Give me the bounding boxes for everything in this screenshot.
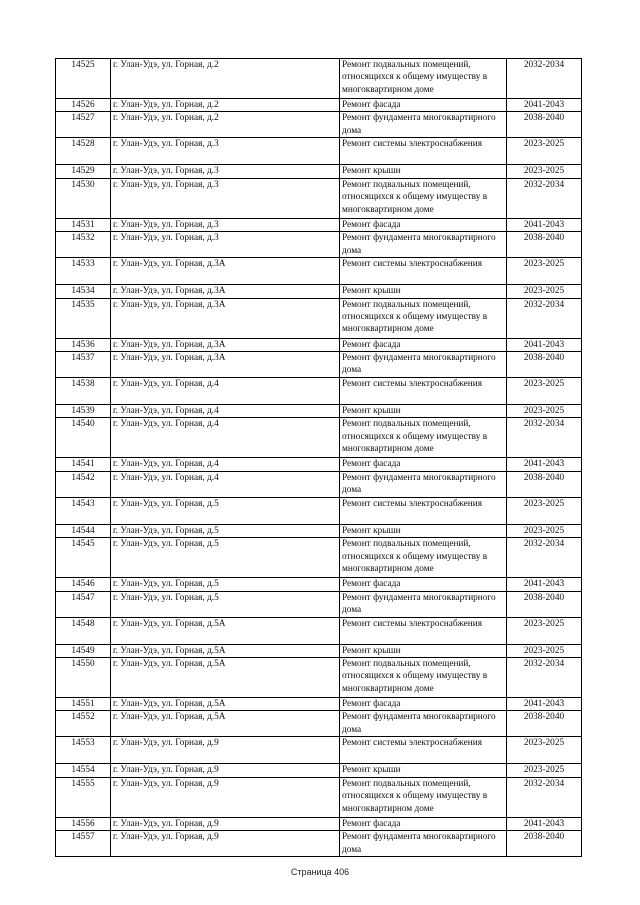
row-period: 2023-2025	[507, 138, 582, 165]
row-number: 14548	[56, 617, 111, 644]
table-row	[56, 218, 582, 231]
table-row	[56, 112, 582, 138]
row-number: 14525	[56, 59, 111, 99]
table-row	[56, 352, 582, 378]
row-period: 2023-2025	[507, 285, 582, 298]
repair-schedule-table	[55, 58, 582, 857]
table-row	[56, 298, 582, 338]
row-work-type: Ремонт фасада	[340, 218, 507, 231]
table-row	[56, 737, 582, 764]
row-address: г. Улан-Удэ, ул. Горная, д.2	[111, 59, 340, 99]
row-period: 2032-2034	[507, 418, 582, 458]
table-row	[56, 232, 582, 258]
row-address: г. Улан-Удэ, ул. Горная, д.3А	[111, 352, 340, 378]
table-row	[56, 378, 582, 405]
row-address: г. Улан-Удэ, ул. Горная, д.5А	[111, 658, 340, 698]
row-number: 14532	[56, 232, 111, 258]
row-period: 2023-2025	[507, 405, 582, 418]
table-body	[56, 59, 582, 857]
page-number: Страница 406	[290, 867, 350, 877]
row-address: г. Улан-Удэ, ул. Горная, д.5А	[111, 698, 340, 711]
row-work-type: Ремонт фундамента многоквартирного дома	[340, 471, 507, 497]
row-period: 2038-2040	[507, 831, 582, 857]
row-address: г. Улан-Удэ, ул. Горная, д.9	[111, 737, 340, 764]
row-address: г. Улан-Удэ, ул. Горная, д.4	[111, 458, 340, 471]
row-address: г. Улан-Удэ, ул. Горная, д.3	[111, 218, 340, 231]
table-row	[56, 418, 582, 458]
row-number: 14527	[56, 112, 111, 138]
row-number: 14546	[56, 578, 111, 591]
row-number: 14552	[56, 711, 111, 737]
row-number: 14543	[56, 497, 111, 524]
row-address: г. Улан-Удэ, ул. Горная, д.5А	[111, 644, 340, 657]
row-work-type: Ремонт подвальных помещений, относящихся к общему имуществу в многоквартирном доме	[340, 658, 507, 698]
table-row	[56, 644, 582, 657]
row-period: 2023-2025	[507, 165, 582, 178]
row-period: 2032-2034	[507, 59, 582, 99]
row-address: г. Улан-Удэ, ул. Горная, д.4	[111, 378, 340, 405]
row-number: 14541	[56, 458, 111, 471]
table-row	[56, 777, 582, 817]
table-row	[56, 591, 582, 617]
row-work-type: Ремонт крыши	[340, 764, 507, 777]
table-row	[56, 658, 582, 698]
row-address: г. Улан-Удэ, ул. Горная, д.3А	[111, 298, 340, 338]
table-row	[56, 99, 582, 112]
row-period: 2041-2043	[507, 218, 582, 231]
row-address: г. Улан-Удэ, ул. Горная, д.3	[111, 178, 340, 218]
row-number: 14556	[56, 817, 111, 830]
row-work-type: Ремонт крыши	[340, 405, 507, 418]
row-work-type: Ремонт крыши	[340, 285, 507, 298]
row-number: 14549	[56, 644, 111, 657]
row-number: 14539	[56, 405, 111, 418]
row-period: 2032-2034	[507, 658, 582, 698]
row-period: 2041-2043	[507, 578, 582, 591]
row-period: 2023-2025	[507, 617, 582, 644]
row-address: г. Улан-Удэ, ул. Горная, д.9	[111, 817, 340, 830]
row-period: 2023-2025	[507, 378, 582, 405]
row-period: 2038-2040	[507, 471, 582, 497]
table-row	[56, 578, 582, 591]
row-work-type: Ремонт фундамента многоквартирного дома	[340, 831, 507, 857]
row-period: 2032-2034	[507, 538, 582, 578]
table-row	[56, 538, 582, 578]
row-period: 2038-2040	[507, 112, 582, 138]
table-row	[56, 258, 582, 285]
row-work-type: Ремонт подвальных помещений, относящихся к общему имуществу в многоквартирном доме	[340, 298, 507, 338]
table-row	[56, 165, 582, 178]
row-number: 14555	[56, 777, 111, 817]
row-period: 2032-2034	[507, 178, 582, 218]
table-row	[56, 178, 582, 218]
row-work-type: Ремонт фасада	[340, 578, 507, 591]
row-period: 2023-2025	[507, 737, 582, 764]
row-period: 2032-2034	[507, 298, 582, 338]
table-row	[56, 817, 582, 830]
row-work-type: Ремонт фасада	[340, 458, 507, 471]
row-number: 14530	[56, 178, 111, 218]
row-address: г. Улан-Удэ, ул. Горная, д.3	[111, 232, 340, 258]
row-number: 14551	[56, 698, 111, 711]
row-work-type: Ремонт фундамента многоквартирного дома	[340, 232, 507, 258]
row-number: 14526	[56, 99, 111, 112]
row-work-type: Ремонт фасада	[340, 817, 507, 830]
row-address: г. Улан-Удэ, ул. Горная, д.5	[111, 591, 340, 617]
row-period: 2038-2040	[507, 591, 582, 617]
row-work-type: Ремонт подвальных помещений, относящихся к общему имуществу в многоквартирном доме	[340, 178, 507, 218]
row-period: 2041-2043	[507, 458, 582, 471]
table-row	[56, 338, 582, 351]
row-number: 14553	[56, 737, 111, 764]
row-number: 14538	[56, 378, 111, 405]
row-period: 2038-2040	[507, 232, 582, 258]
row-work-type: Ремонт подвальных помещений, относящихся к общему имуществу в многоквартирном доме	[340, 777, 507, 817]
row-number: 14536	[56, 338, 111, 351]
row-period: 2023-2025	[507, 644, 582, 657]
row-address: г. Улан-Удэ, ул. Горная, д.9	[111, 777, 340, 817]
table-row	[56, 617, 582, 644]
row-work-type: Ремонт фундамента многоквартирного дома	[340, 591, 507, 617]
row-work-type: Ремонт системы электроснабжения	[340, 378, 507, 405]
row-work-type: Ремонт крыши	[340, 644, 507, 657]
table-row	[56, 405, 582, 418]
table-row	[56, 138, 582, 165]
row-address: г. Улан-Удэ, ул. Горная, д.3А	[111, 258, 340, 285]
row-work-type: Ремонт системы электроснабжения	[340, 138, 507, 165]
row-address: г. Улан-Удэ, ул. Горная, д.4	[111, 418, 340, 458]
row-number: 14545	[56, 538, 111, 578]
row-number: 14531	[56, 218, 111, 231]
row-number: 14544	[56, 524, 111, 537]
row-address: г. Улан-Удэ, ул. Горная, д.5	[111, 578, 340, 591]
row-address: г. Улан-Удэ, ул. Горная, д.2	[111, 99, 340, 112]
row-address: г. Улан-Удэ, ул. Горная, д.3	[111, 165, 340, 178]
row-number: 14533	[56, 258, 111, 285]
row-address: г. Улан-Удэ, ул. Горная, д.5А	[111, 711, 340, 737]
row-period: 2041-2043	[507, 698, 582, 711]
row-period: 2038-2040	[507, 352, 582, 378]
row-address: г. Улан-Удэ, ул. Горная, д.3	[111, 138, 340, 165]
row-work-type: Ремонт подвальных помещений, относящихся к общему имуществу в многоквартирном доме	[340, 418, 507, 458]
row-number: 14529	[56, 165, 111, 178]
row-period: 2023-2025	[507, 258, 582, 285]
row-address: г. Улан-Удэ, ул. Горная, д.3А	[111, 338, 340, 351]
table-row	[56, 831, 582, 857]
table-row	[56, 497, 582, 524]
row-number: 14537	[56, 352, 111, 378]
row-work-type: Ремонт фасада	[340, 99, 507, 112]
row-period: 2023-2025	[507, 764, 582, 777]
row-work-type: Ремонт крыши	[340, 524, 507, 537]
row-address: г. Улан-Удэ, ул. Горная, д.9	[111, 831, 340, 857]
row-number: 14554	[56, 764, 111, 777]
row-period: 2041-2043	[507, 338, 582, 351]
table-row	[56, 711, 582, 737]
row-period: 2041-2043	[507, 99, 582, 112]
row-work-type: Ремонт фундамента многоквартирного дома	[340, 112, 507, 138]
row-number: 14528	[56, 138, 111, 165]
row-work-type: Ремонт системы электроснабжения	[340, 617, 507, 644]
row-period: 2023-2025	[507, 524, 582, 537]
row-address: г. Улан-Удэ, ул. Горная, д.5	[111, 497, 340, 524]
row-address: г. Улан-Удэ, ул. Горная, д.5	[111, 524, 340, 537]
row-period: 2041-2043	[507, 817, 582, 830]
row-number: 14542	[56, 471, 111, 497]
row-number: 14550	[56, 658, 111, 698]
row-address: г. Улан-Удэ, ул. Горная, д.3А	[111, 285, 340, 298]
row-number: 14540	[56, 418, 111, 458]
row-work-type: Ремонт фасада	[340, 338, 507, 351]
row-work-type: Ремонт системы электроснабжения	[340, 497, 507, 524]
row-period: 2038-2040	[507, 711, 582, 737]
row-work-type: Ремонт фундамента многоквартирного дома	[340, 711, 507, 737]
row-work-type: Ремонт подвальных помещений, относящихся к общему имуществу в многоквартирном доме	[340, 59, 507, 99]
row-address: г. Улан-Удэ, ул. Горная, д.4	[111, 405, 340, 418]
row-period: 2032-2034	[507, 777, 582, 817]
row-period: 2023-2025	[507, 497, 582, 524]
table-row	[56, 471, 582, 497]
row-work-type: Ремонт фундамента многоквартирного дома	[340, 352, 507, 378]
table-row	[56, 458, 582, 471]
row-address: г. Улан-Удэ, ул. Горная, д.2	[111, 112, 340, 138]
row-number: 14535	[56, 298, 111, 338]
table-row	[56, 59, 582, 99]
row-number: 14534	[56, 285, 111, 298]
row-address: г. Улан-Удэ, ул. Горная, д.4	[111, 471, 340, 497]
row-work-type: Ремонт системы электроснабжения	[340, 258, 507, 285]
row-address: г. Улан-Удэ, ул. Горная, д.9	[111, 764, 340, 777]
table-row	[56, 285, 582, 298]
row-work-type: Ремонт системы электроснабжения	[340, 737, 507, 764]
table-row	[56, 764, 582, 777]
row-number: 14547	[56, 591, 111, 617]
row-number: 14557	[56, 831, 111, 857]
table-row	[56, 698, 582, 711]
row-work-type: Ремонт подвальных помещений, относящихся к общему имуществу в многоквартирном доме	[340, 538, 507, 578]
table-row	[56, 524, 582, 537]
row-work-type: Ремонт крыши	[340, 165, 507, 178]
row-address: г. Улан-Удэ, ул. Горная, д.5А	[111, 617, 340, 644]
row-address: г. Улан-Удэ, ул. Горная, д.5	[111, 538, 340, 578]
row-work-type: Ремонт фасада	[340, 698, 507, 711]
